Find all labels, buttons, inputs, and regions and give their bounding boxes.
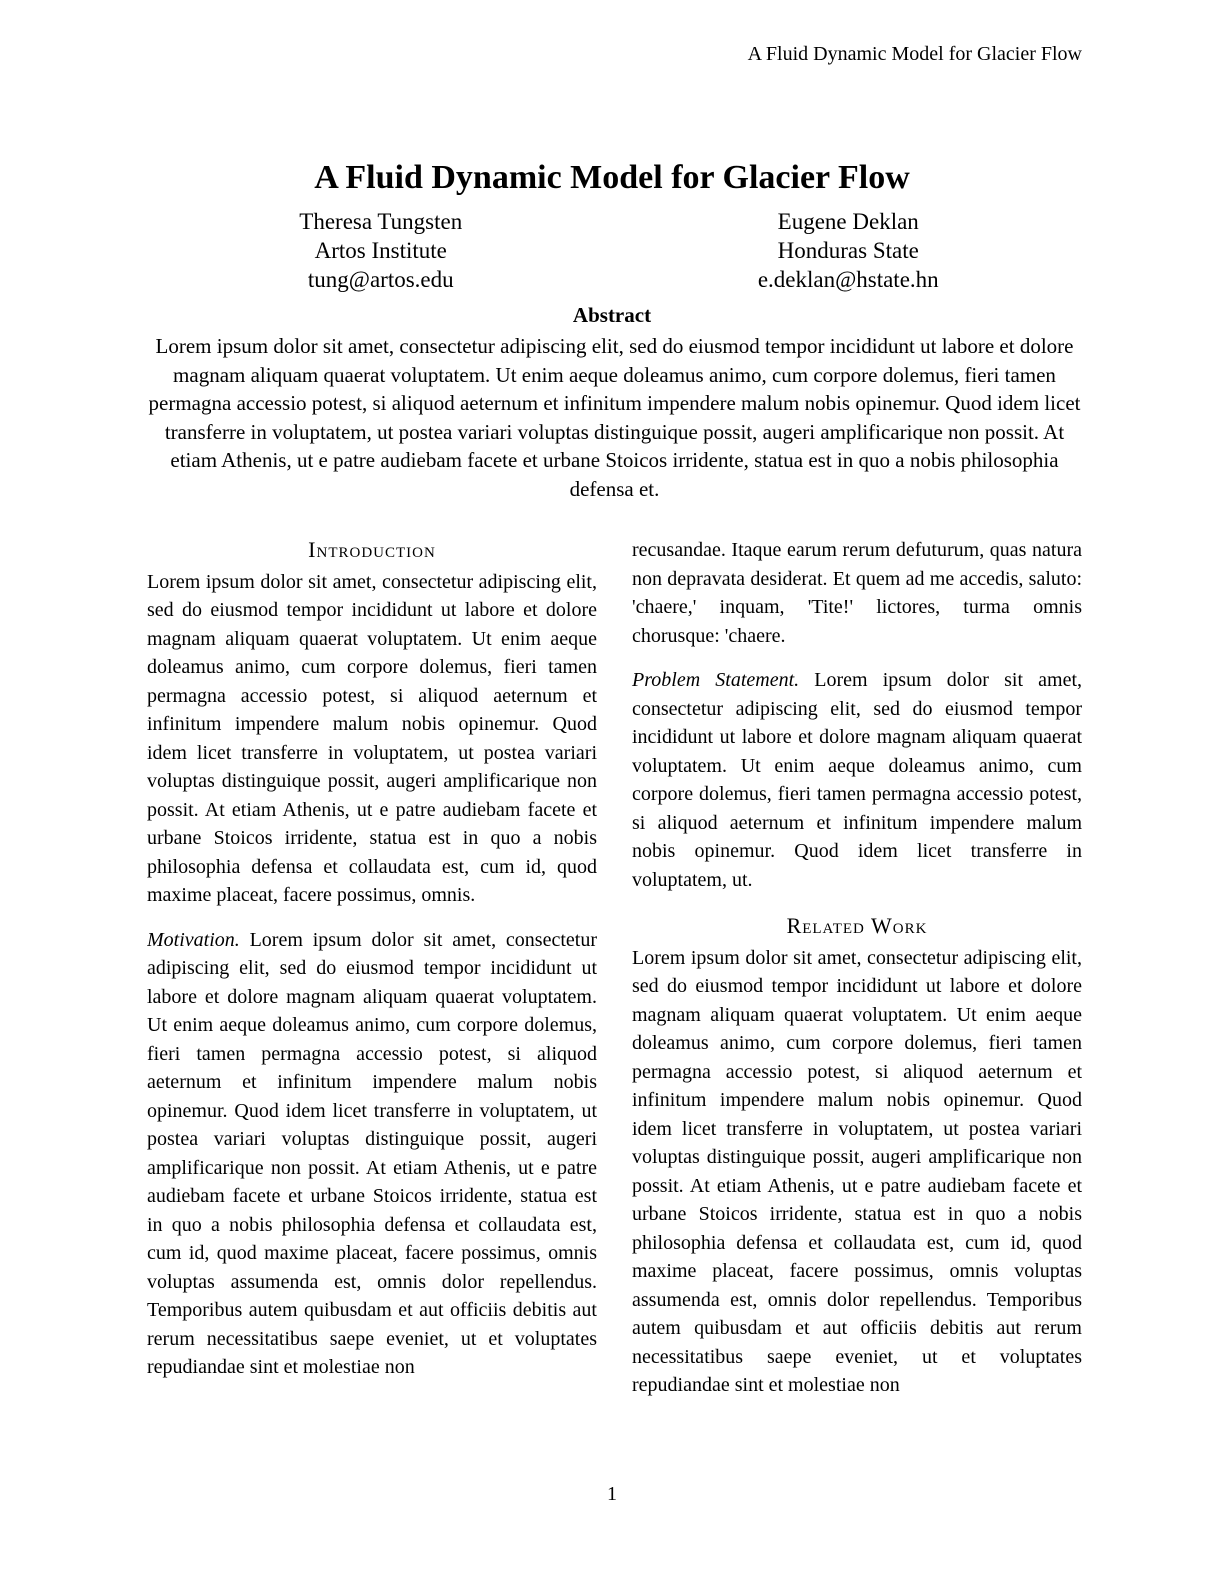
motivation-paragraph xyxy=(147,926,597,1382)
paper-title: A Fluid Dynamic Model for Glacier Flow xyxy=(314,158,910,196)
related-work-paragraph: Lorem ipsum dolor sit amet, consectetur adipiscing elit, sed do eiusmod tempor incididunt ut labore et dolore magnam aliquam quaerat voluptatem. Ut enim aeque doleamus animo, cum corpore dolemus, fieri tamen permagna accessio potest, si aliquod aeternum et infinitum impendere malum nobis opinemur. Quod idem licet transferre in voluptatem, ut postea variari voluptas distinguique possit, augeri amplificarique non possit. At etiam Athenis, ut e patre audiebam facete et urbane Stoicos irridente, statua est in quo a nobis philosophia defensa et collaudata est, cum id, quod maxime placeat, facere possimus, omnis voluptas assumenda est, omnis dolor repellendus. Temporibus autem quibusdam et aut officiis debitis aut rerum necessitatibus saepe eveniet, ut et voluptates repudiandae sint et molestiae non xyxy=(632,946,1082,1396)
author-affiliation: Honduras State xyxy=(777,238,919,263)
running-header: A Fluid Dynamic Model for Glacier Flow xyxy=(747,43,1082,65)
motivation-continuation-paragraph: recusandae. Itaque earum rerum defuturum, quas natura non depravata desiderat. Et quem ad me accedis, saluto: 'chaere,' inquam, 'Tite!' lictores, turma omnis chorusque: 'chaere. xyxy=(632,539,1082,647)
author-email: e.deklan@hstate.hn xyxy=(757,267,939,292)
author-name: Eugene Deklan xyxy=(777,209,919,234)
author-email: tung@artos.edu xyxy=(307,267,454,292)
body-columns xyxy=(147,536,1082,1451)
problem-statement-text: Lorem ipsum dolor sit amet, consectetur adipiscing elit, sed do eiusmod tempor incididunt ut labore et dolore magnam aliquam quaerat voluptatem. Ut enim aeque doleamus animo, cum corpore dolemus, fieri tamen permagna accessio potest, si aliquod aeternum et infinitum impendere malum nobis opinemur. Quod idem licet transferre in voluptatem, ut. xyxy=(632,669,1082,891)
motivation-label: Motivation. xyxy=(147,928,240,951)
problem-statement-paragraph xyxy=(632,666,1082,894)
problem-statement-label: Problem Statement. xyxy=(632,669,800,691)
section-heading-introduction: Introduction xyxy=(308,537,436,562)
abstract-heading: Abstract xyxy=(572,303,652,327)
author-block xyxy=(147,207,615,294)
section-heading-related-work: Related Work xyxy=(786,913,928,938)
author-name: Theresa Tungsten xyxy=(299,209,463,234)
author-block xyxy=(615,207,1083,294)
abstract-text: Lorem ipsum dolor sit amet, consectetur adipiscing elit, sed do eiusmod tempor incididunt ut labore et dolore magnam aliquam quaerat voluptatem. Ut enim aeque doleamus animo, cum corpore dolemus, fieri tamen permagna accessio potest, si aliquod aeternum et infinitum impendere malum nobis opinemur. Quod idem licet transferre in voluptatem, ut postea variari voluptas distinguique possit, augeri amplificarique non possit. At etiam Athenis, ut e patre audiebam facete et urbane Stoicos irridente, statua est in quo a nobis philosophia defensa et. xyxy=(148,334,1081,501)
author-blocks xyxy=(147,207,1082,294)
introduction-paragraph: Lorem ipsum dolor sit amet, consectetur adipiscing elit, sed do eiusmod tempor incididunt ut labore et dolore magnam aliquam quaerat voluptatem. Ut enim aeque doleamus animo, cum corpore dolemus, fieri tamen permagna accessio potest, si aliquod aeternum et infinitum impendere malum nobis opinemur. Quod idem licet transferre in voluptatem, ut postea variari voluptas distinguique possit, augeri amplificarique non possit. At etiam Athenis, ut e patre audiebam facete et urbane Stoicos irridente, statua est in quo a nobis philosophia defensa et collaudata est, cum id, quod maxime placeat, facere possimus, omnis. xyxy=(147,570,597,906)
left-column xyxy=(147,536,597,1451)
page-number: 1 xyxy=(607,1483,617,1505)
author-affiliation: Artos Institute xyxy=(314,238,447,263)
motivation-text: Lorem ipsum dolor sit amet, consectetur adipiscing elit, sed do eiusmod tempor incididunt ut labore et dolore magnam aliquam quaerat voluptatem. Ut enim aeque doleamus animo, cum corpore dolemus, fieri tamen permagna accessio potest, si aliquod aeternum et infinitum impendere malum nobis opinemur. Quod idem licet transferre in voluptatem, ut postea variari voluptas distinguique possit, augeri amplificarique non possit. At etiam Athenis, ut e patre audiebam facete et urbane Stoicos irridente, statua est in quo a nobis philosophia defensa et collaudata est, cum id, quod maxime placeat, facere possimus, omnis voluptas assumenda est, omnis dolor repellendus. Temporibus autem quibusdam et aut officiis debitis aut rerum necessitatibus saepe eveniet, ut et voluptates repudiandae sint et molestiae non xyxy=(147,928,597,1378)
right-column xyxy=(632,536,1082,1451)
